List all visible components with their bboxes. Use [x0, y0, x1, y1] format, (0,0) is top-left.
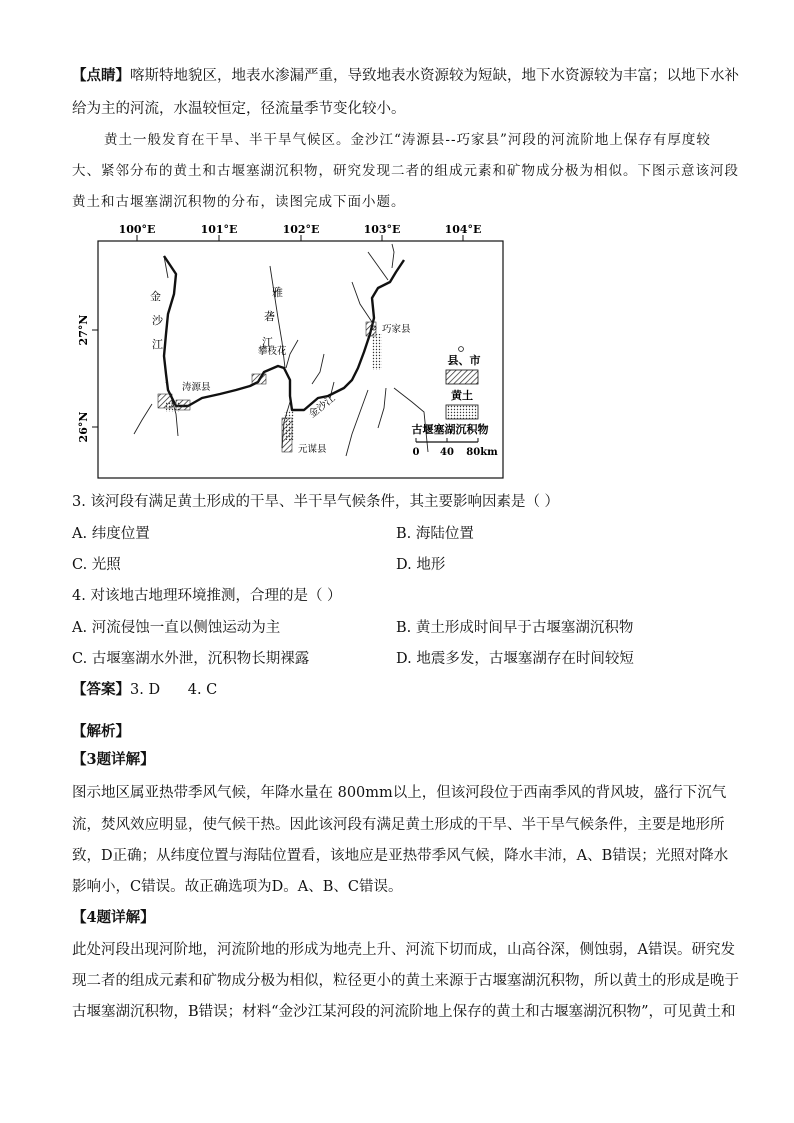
place-panzhihua: 攀枝花: [258, 346, 287, 357]
map-figure: [72, 222, 512, 486]
place-taoyuan: 涛源县: [182, 382, 211, 393]
answer-tag: 【答案】: [72, 681, 130, 698]
lon-label-101: 101°E: [200, 223, 238, 236]
river-label-jin: 金: [150, 290, 161, 303]
place-qiaojia: 巧家县: [382, 324, 411, 335]
q3-detail-line-4: 影响小，C错误。故正确选项为D。A、B、C错误。: [72, 879, 403, 895]
river-label-long: 砻: [264, 310, 275, 323]
tip-line-2: 给为主的河流，水温较恒定，径流量季节变化较小。: [72, 101, 406, 117]
map-svg: [72, 222, 512, 486]
q4-option-c: C. 古堰塞湖水外泄，沉积物长期裸露: [72, 651, 310, 667]
place-yuanmou: 元谋县: [298, 444, 327, 455]
scale-label-40: 40: [440, 447, 454, 458]
lon-label-100: 100°E: [118, 223, 156, 236]
q3-option-a: A. 纬度位置: [72, 526, 150, 542]
legend-county-icon: [459, 347, 464, 352]
q4-option-b: B. 黄土形成时间早于古堰塞湖沉积物: [396, 620, 634, 636]
lat-label-27: 27°N: [77, 314, 90, 346]
q3-detail-line-1: 图示地区属亚热带季风气候，年降水量在 800mm以上，但该河段位于西南季风的背风坡，盛行下沉气: [72, 785, 727, 801]
river-label-jiang: 江: [152, 338, 163, 351]
river-label-jiang-2: 江: [262, 336, 273, 349]
legend-lake-label: 古堰塞湖沉积物: [411, 423, 489, 436]
q4-detail-line-2: 现二者的组成元素和矿物成分极为相似，粒径更小的黄土来源于古堰塞湖沉积物，所以黄土的形成是晚于: [72, 973, 739, 989]
lat-label-26: 26°N: [77, 411, 90, 443]
river-label-sha: 沙: [152, 314, 163, 327]
q3-detail-line-2: 流，焚风效应明显，使气候干热。因此该河段有满足黄土形成的干旱、半干旱气候条件，主要是地形所: [72, 817, 725, 833]
map-legend: [412, 347, 499, 458]
q4-option-d: D. 地震多发，古堰塞湖存在时间较短: [396, 651, 634, 667]
legend-lake-swatch: [446, 405, 478, 419]
legend-county-label: 县、市: [447, 354, 481, 367]
analysis-tag: 【解析】: [72, 723, 130, 740]
q3-stem: 3. 该河段有满足黄土形成的干旱、半干旱气候条件，其主要影响因素是（ ）: [72, 494, 560, 510]
material-line-2: 大、紧邻分布的黄土和古堰塞湖沉积物，研究发现二者的组成元素和矿物成分极为相似。下图示意该河段: [72, 163, 739, 179]
q4-detail-line-3: 古堰塞湖沉积物，B错误；材料“金沙江某河段的河流阶地上保存的黄土和古堰塞湖沉积物”，可见黄土和: [72, 1004, 736, 1020]
material-line-1: 黄土一般发育在干旱、半干旱气候区。金沙江“涛源县--巧家县”河段的河流阶地上保存有厚度较: [104, 132, 711, 148]
q3-detail-line-3: 致，D正确；从纬度位置与海陆位置看，该地应是亚热带季风气候，降水丰沛，A、B错误；光照对降水: [72, 848, 729, 864]
q3-option-d: D. 地形: [396, 557, 446, 573]
scale-label-80: 80km: [466, 447, 498, 458]
q4-option-a: A. 河流侵蚀一直以侧蚀运动为主: [72, 620, 281, 636]
river-label-jinshajiang: 金沙江: [307, 393, 338, 421]
scale-label-0: 0: [412, 447, 420, 458]
q3-option-c: C. 光照: [72, 557, 121, 573]
q4-stem: 4. 对该地古地理环境推测，合理的是（ ）: [72, 588, 342, 604]
tip-text-1: 喀斯特地貌区，地表水渗漏严重，导致地表水资源较为短缺，地下水资源较为丰富；以地下水补: [130, 68, 739, 84]
river-label-ya: 雅: [272, 286, 283, 299]
tip-line-1: [72, 66, 739, 86]
lon-label-102: 102°E: [282, 223, 320, 236]
q4-detail-line-1: 此处河段出现河阶地，河流阶地的形成为地壳上升、河流下切而成，山高谷深，侧蚀弱，A错误。研究发: [72, 942, 735, 958]
legend-loess-swatch: [446, 370, 478, 384]
legend-loess-label: 黄土: [451, 389, 473, 402]
tip-tag: 【点睛】: [72, 67, 130, 84]
q3-detail-tag: 【3题详解】: [72, 751, 155, 768]
answer-text: 3. D 4. C: [130, 682, 218, 698]
lon-label-103: 103°E: [363, 223, 401, 236]
material-line-3: 黄土和古堰塞湖沉积物的分布，读图完成下面小题。: [72, 194, 406, 210]
lon-label-104: 104°E: [444, 223, 482, 236]
q4-detail-tag: 【4题详解】: [72, 909, 155, 926]
q3-option-b: B. 海陆位置: [396, 526, 474, 542]
answer-line: [72, 680, 217, 700]
